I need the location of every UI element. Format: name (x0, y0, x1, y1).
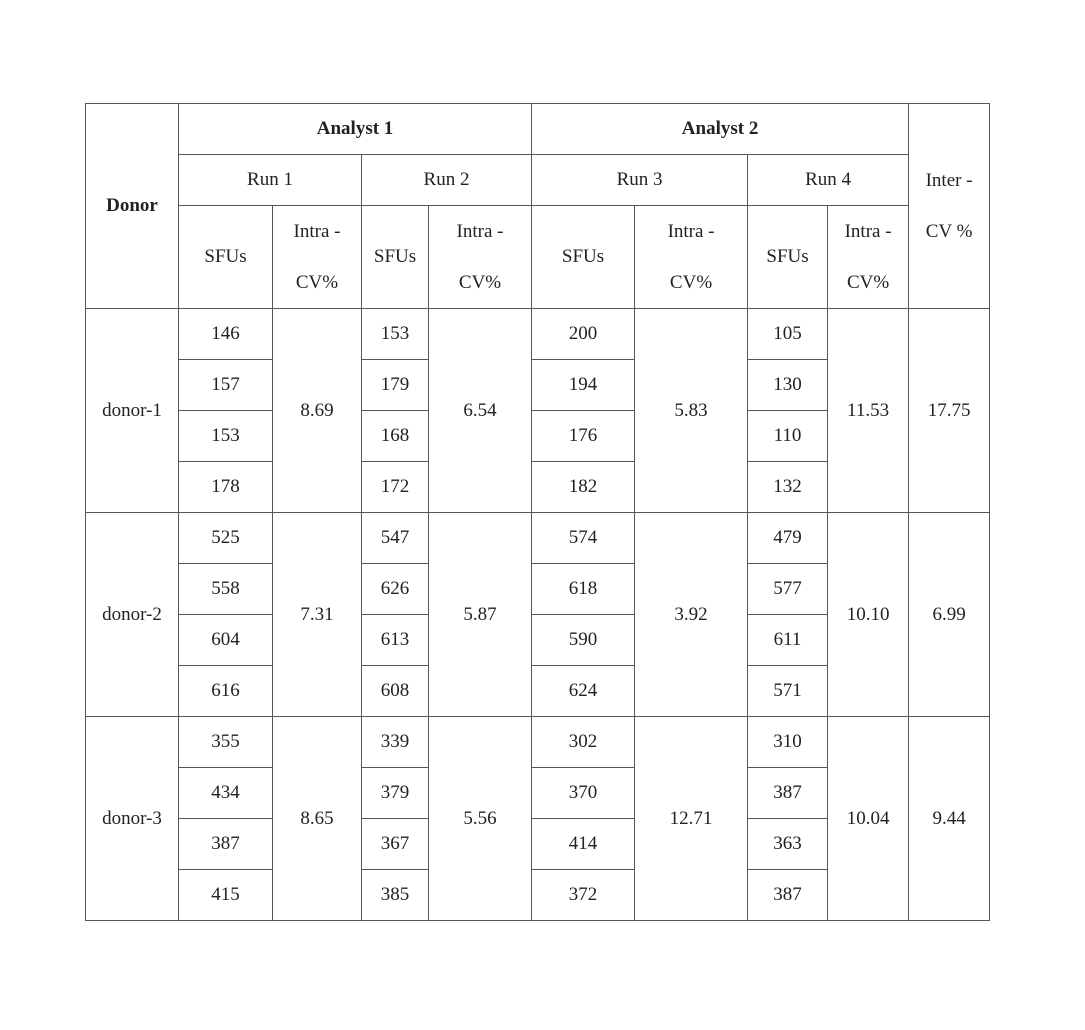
intra-cv-header (828, 206, 909, 309)
table-row (86, 309, 990, 360)
intra-cv-header (635, 206, 748, 309)
sfus-header: SFUs (532, 206, 635, 309)
intra-cv-cell: 8.65 (273, 717, 362, 921)
sfus-cell: 624 (532, 666, 635, 717)
sfus-cell: 387 (748, 870, 828, 921)
sfus-cell: 571 (748, 666, 828, 717)
run-3-header: Run 3 (532, 155, 748, 206)
table-row (86, 513, 990, 564)
run-2-header: Run 2 (362, 155, 532, 206)
sfus-cell: 310 (748, 717, 828, 768)
intra-cv-cell: 6.54 (429, 309, 532, 513)
sfus-cell: 200 (532, 309, 635, 360)
intra-cv-cell: 11.53 (828, 309, 909, 513)
sfus-cell: 558 (179, 564, 273, 615)
sfus-cell: 153 (179, 411, 273, 462)
inter-cv-cell: 9.44 (909, 717, 990, 921)
sfus-cell: 372 (532, 870, 635, 921)
intra-cv-cell: 10.04 (828, 717, 909, 921)
sfus-cell: 153 (362, 309, 429, 360)
sfus-cell: 415 (179, 870, 273, 921)
table-body (86, 309, 990, 921)
sfus-cell: 178 (179, 462, 273, 513)
intra-cv-header (273, 206, 362, 309)
sfus-cell: 130 (748, 360, 828, 411)
sfus-cell: 182 (532, 462, 635, 513)
intra-cv-cell: 8.69 (273, 309, 362, 513)
analyst-2-header: Analyst 2 (532, 104, 909, 155)
intra-cv-cell: 5.83 (635, 309, 748, 513)
intra-cv-line1: Intra - (844, 221, 892, 242)
sfus-cell: 132 (748, 462, 828, 513)
sfus-cell: 379 (362, 768, 429, 819)
intra-cv-cell: 3.92 (635, 513, 748, 717)
sfus-cell: 387 (179, 819, 273, 870)
sfus-cell: 479 (748, 513, 828, 564)
data-table (85, 103, 990, 921)
sfus-cell: 194 (532, 360, 635, 411)
sfus-header: SFUs (748, 206, 828, 309)
intra-cv-line1: Intra - (667, 221, 715, 242)
intra-cv-cell: 7.31 (273, 513, 362, 717)
run-1-header: Run 1 (179, 155, 362, 206)
sfus-cell: 626 (362, 564, 429, 615)
sfus-cell: 604 (179, 615, 273, 666)
intra-cv-cell: 5.56 (429, 717, 532, 921)
intra-cv-cell: 5.87 (429, 513, 532, 717)
sfus-cell: 168 (362, 411, 429, 462)
table-header (86, 104, 990, 309)
inter-cv-header-line1: Inter - (925, 170, 973, 191)
sfus-cell: 618 (532, 564, 635, 615)
intra-cv-cell: 10.10 (828, 513, 909, 717)
sfus-cell: 577 (748, 564, 828, 615)
intra-cv-line2: CV% (458, 272, 502, 293)
sfus-cell: 179 (362, 360, 429, 411)
sfus-cell: 414 (532, 819, 635, 870)
sfus-cell: 105 (748, 309, 828, 360)
inter-cv-cell: 17.75 (909, 309, 990, 513)
sfus-cell: 590 (532, 615, 635, 666)
sfus-cell: 387 (748, 768, 828, 819)
intra-cv-line1: Intra - (456, 221, 504, 242)
sfus-header: SFUs (179, 206, 273, 309)
donor-name-cell: donor-1 (86, 309, 179, 513)
sfus-cell: 363 (748, 819, 828, 870)
sfus-cell: 367 (362, 819, 429, 870)
sfus-cell: 608 (362, 666, 429, 717)
inter-cv-cell: 6.99 (909, 513, 990, 717)
sfus-cell: 370 (532, 768, 635, 819)
sfus-cell: 355 (179, 717, 273, 768)
header-row-analysts (86, 104, 990, 155)
inter-cv-header-line2: CV % (925, 221, 973, 242)
sfus-cell: 434 (179, 768, 273, 819)
inter-cv-header (909, 104, 990, 309)
intra-cv-line2: CV% (669, 272, 713, 293)
intra-cv-line2: CV% (846, 272, 890, 293)
sfus-cell: 176 (532, 411, 635, 462)
sfus-cell: 611 (748, 615, 828, 666)
intra-cv-cell: 12.71 (635, 717, 748, 921)
sfus-cell: 157 (179, 360, 273, 411)
sfus-cell: 172 (362, 462, 429, 513)
sfus-cell: 302 (532, 717, 635, 768)
intra-cv-line1: Intra - (293, 221, 341, 242)
header-row-measures (86, 206, 990, 309)
sfus-cell: 146 (179, 309, 273, 360)
sfus-cell: 547 (362, 513, 429, 564)
donor-name-cell: donor-2 (86, 513, 179, 717)
sfus-cell: 525 (179, 513, 273, 564)
sfus-cell: 385 (362, 870, 429, 921)
run-4-header: Run 4 (748, 155, 909, 206)
header-row-runs (86, 155, 990, 206)
sfus-header: SFUs (362, 206, 429, 309)
sfus-cell: 574 (532, 513, 635, 564)
analyst-1-header: Analyst 1 (179, 104, 532, 155)
table-row (86, 717, 990, 768)
sfus-cell: 616 (179, 666, 273, 717)
intra-cv-line2: CV% (295, 272, 339, 293)
intra-cv-header (429, 206, 532, 309)
sfus-cell: 110 (748, 411, 828, 462)
donor-header: Donor (86, 104, 179, 309)
sfus-cell: 613 (362, 615, 429, 666)
sfus-cell: 339 (362, 717, 429, 768)
donor-name-cell: donor-3 (86, 717, 179, 921)
